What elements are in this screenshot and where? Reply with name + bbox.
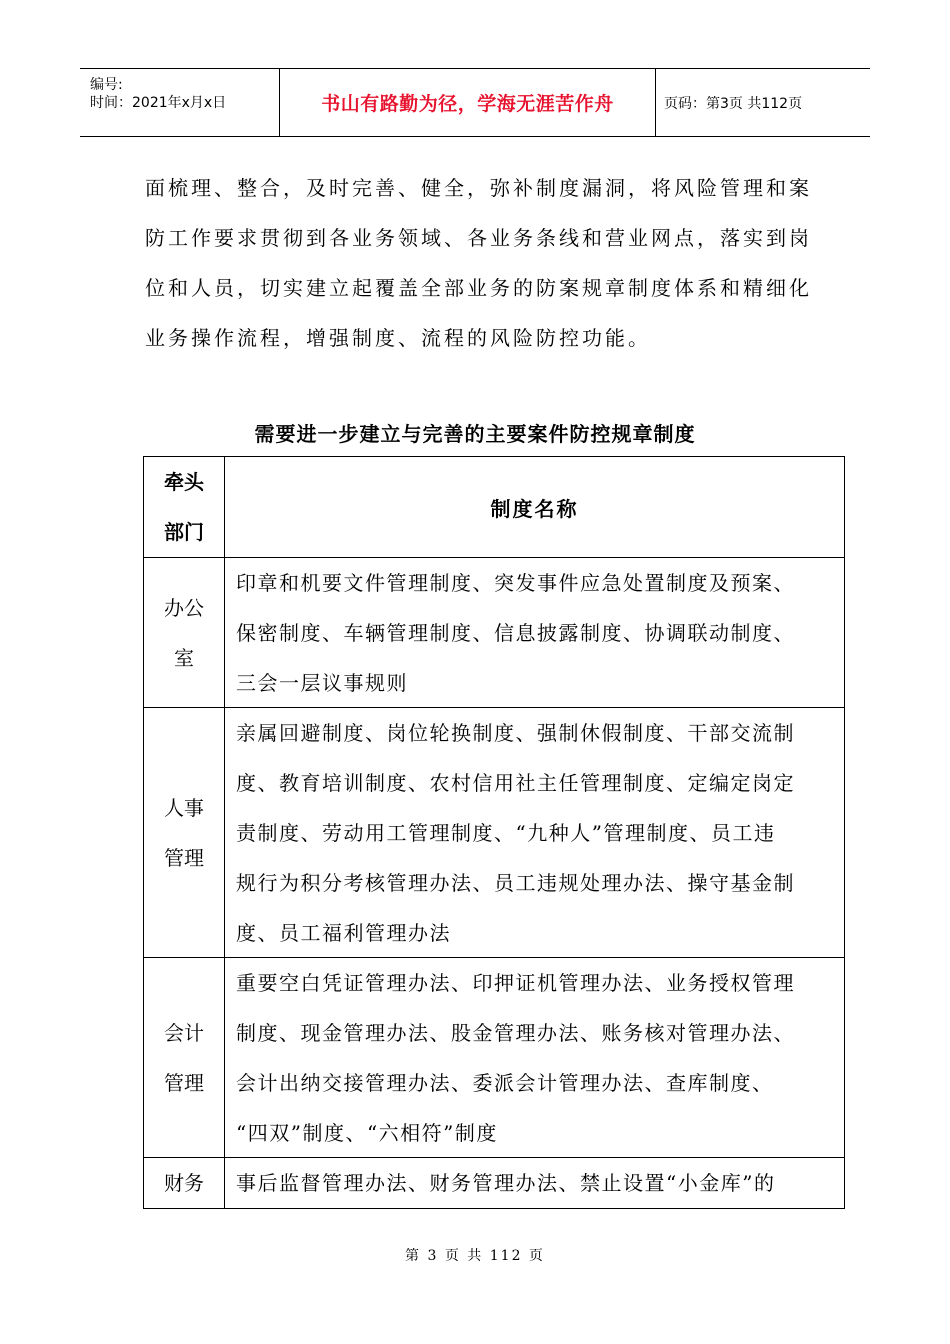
dept-cell [144, 708, 224, 957]
header-divider [655, 69, 656, 136]
dept-header [144, 457, 224, 557]
regulations-cell [236, 558, 836, 708]
time-label: 时间：2021年x月x日 [90, 95, 227, 111]
table-header-row [144, 457, 844, 558]
header-motto: 书山有路勤为径，学海无涯苦作舟 [321, 93, 614, 115]
dept-line: 室 [174, 645, 194, 670]
cell-line: “四双”制度、“六相符”制度 [236, 1121, 498, 1145]
paragraph-line: 面梳理、整合，及时完善、健全，弥补制度漏洞，将风险管理和案 [145, 176, 812, 200]
dept-line: 管理 [164, 1070, 204, 1095]
column-divider [224, 708, 225, 957]
dept-header-line: 部门 [164, 520, 204, 544]
table-row [144, 1158, 844, 1209]
cell-line: 制度、现金管理办法、股金管理办法、账务核对管理办法、 [236, 1021, 795, 1045]
cell-line: 印章和机要文件管理制度、突发事件应急处置制度及预案、 [236, 571, 795, 595]
table-row [144, 558, 844, 708]
header-page-info: 页码：第3页 共112页 [664, 95, 803, 112]
cell-line: 三会一层议事规则 [236, 671, 408, 695]
dept-line: 办公 [164, 595, 204, 620]
regulations-table [143, 456, 845, 1209]
dept-header-line: 牵头 [164, 470, 204, 494]
column-divider [224, 558, 225, 707]
page-footer: 第 3 页 共 112 页 [405, 1248, 545, 1264]
table-title: 需要进一步建立与完善的主要案件防控规章制度 [254, 422, 696, 446]
table-row [144, 708, 844, 958]
dept-cell [144, 558, 224, 707]
dept-line: 人事 [164, 795, 204, 820]
cell-line: 保密制度、车辆管理制度、信息披露制度、协调联动制度、 [236, 621, 795, 645]
dept-cell [144, 1158, 224, 1208]
paragraph-line: 业务操作流程，增强制度、流程的风险防控功能。 [145, 326, 651, 350]
cell-line: 会计出纳交接管理办法、委派会计管理办法、查库制度、 [236, 1071, 774, 1095]
cell-line: 度、教育培训制度、农村信用社主任管理制度、定编定岗定 [236, 771, 795, 795]
dept-line: 财务 [164, 1171, 204, 1195]
page-header [80, 68, 870, 137]
name-header: 制度名称 [490, 496, 579, 521]
header-meta [80, 69, 278, 136]
regulations-cell [236, 1158, 836, 1208]
cell-line: 亲属回避制度、岗位轮换制度、强制休假制度、干部交流制 [236, 721, 795, 745]
paragraph-line: 防工作要求贯彻到各业务领域、各业务条线和营业网点，落实到岗 [145, 226, 812, 250]
column-divider [224, 1158, 225, 1208]
column-divider [224, 958, 225, 1157]
dept-line: 会计 [164, 1020, 204, 1045]
regulations-cell [236, 958, 836, 1158]
body-paragraph [145, 163, 825, 363]
cell-line: 责制度、劳动用工管理制度、“九种人”管理制度、员工违 [236, 821, 776, 845]
cell-line: 度、员工福利管理办法 [236, 921, 451, 945]
cell-line: 重要空白凭证管理办法、印押证机管理办法、业务授权管理 [236, 971, 795, 995]
code-label: 编号: [90, 77, 123, 93]
cell-line: 事后监督管理办法、财务管理办法、禁止设置“小金库”的 [236, 1171, 776, 1195]
cell-line: 规行为积分考核管理办法、员工违规处理办法、操守基金制 [236, 871, 795, 895]
table-row [144, 958, 844, 1158]
regulations-cell [236, 708, 836, 958]
dept-cell [144, 958, 224, 1157]
paragraph-line: 位和人员，切实建立起覆盖全部业务的防案规章制度体系和精细化 [145, 276, 812, 300]
dept-line: 管理 [164, 845, 204, 870]
